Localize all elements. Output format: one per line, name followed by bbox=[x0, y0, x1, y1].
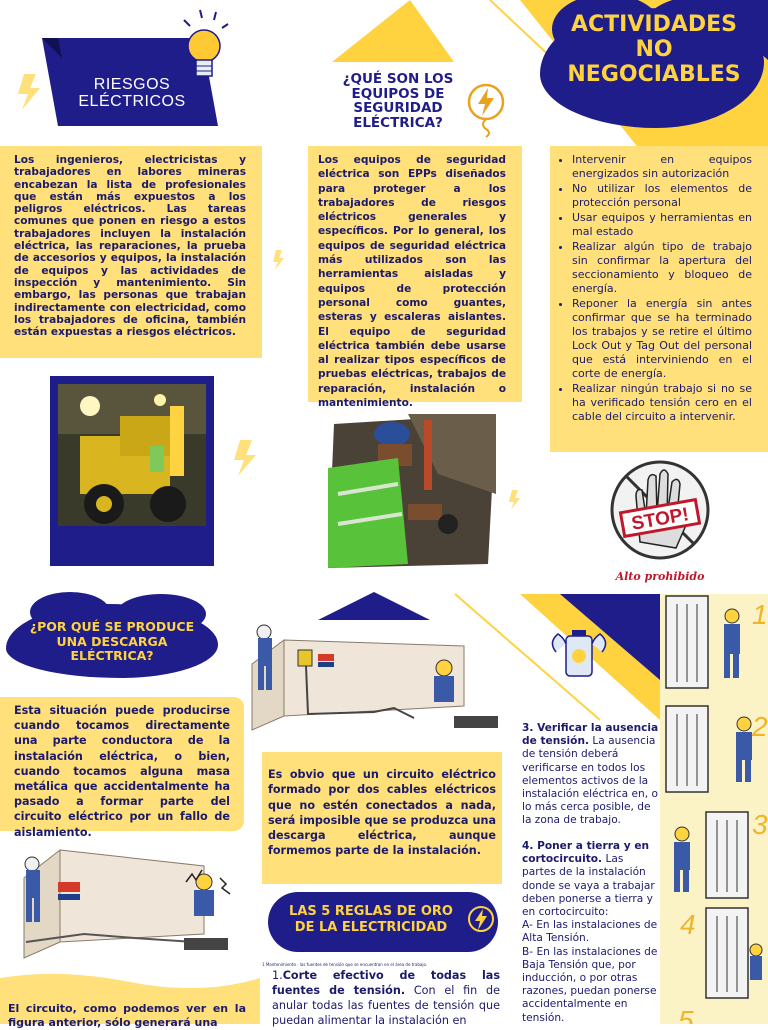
lightbulb-icon bbox=[176, 8, 234, 88]
riesgos-body: Los ingenieros, electricistas y trabajadores en labores mineras encabezan la lista de profesionales que están más expuestos a los peligros eléctricos. Las tareas comunes que ponen en riesgo a estos trabajadores incluyen la instalación eléctrica, las reparaciones, la prueba de accesorios y equipos, la instalación de equipos y las actividades de inspección y mantenimiento. Sin embargo, las personas que trabajan indirectamente con electricidad, como los trabajadores de oficina, también están expuestas a riesgos eléctricos. bbox=[14, 154, 246, 339]
list-item: • Realizar algún tipo de trabajo sin confirmar la apertura del seccionamiento y bloqueo de energía. bbox=[572, 240, 752, 296]
equipos-body: Los equipos de seguridad eléctrica son EPPs diseñados para proteger a los trabajadores de riesgos eléctricos generales y específicos. Por lo general, los equipos de seguridad eléctrica más utilizados son las herramientas aisladas y equipos de protección personal como guantes, esteras y escaleras aislantes. El equipo de seguridad eléctrica también debe usarse al realizar tipos específicos de pruebas eléctricas, trabajos de reparación, instalación o mantenimiento. bbox=[318, 154, 506, 410]
riesgos-title: RIESGOS ELÉCTRICOS bbox=[78, 76, 186, 110]
switchgear-panel-3 bbox=[706, 812, 748, 898]
descarga-title-line: ¿POR QUÉ SE PRODUCE bbox=[29, 619, 195, 634]
equipos-title-line: ELÉCTRICA? bbox=[353, 114, 443, 131]
stop-word: STOP! bbox=[630, 504, 691, 535]
actividades-list bbox=[556, 153, 752, 424]
list-item: • Realizar ningún trabajo si no se ha verificado tensión cero en el cable del circuito a intervenir. bbox=[572, 382, 752, 424]
bolt-icon bbox=[18, 74, 40, 110]
worker-figure bbox=[736, 717, 752, 782]
reglas-tiny-note: 1 Mantenimiento · las fuentes de tensión que se encuentran en el área de trabajo. bbox=[262, 962, 428, 967]
list-item: • Reponer la energía sin antes confirmar que se ha terminado los trabajos y se retire el último Lock Out y Tag Out del personal que está interviniendo en el corte de energía. bbox=[572, 297, 752, 381]
shock-illustration bbox=[14, 838, 244, 966]
equipos-title bbox=[330, 72, 466, 130]
circuito-body: Es obvio que un circuito eléctrico formado por dos cables eléctricos que no estén conectados a nada, será imposible que se produzca una descarga eléctrica, aunque formemos parte de la instalación. bbox=[268, 768, 496, 858]
switchgear-panel-4 bbox=[706, 908, 748, 998]
descarga-title-line: UNA DESCARGA bbox=[56, 633, 168, 649]
step-number-2: 2 bbox=[752, 711, 768, 742]
regla-1 bbox=[272, 968, 500, 1028]
step-number-1: 1 bbox=[752, 599, 768, 630]
reglas-title-line: DE LA ELECTRICIDAD bbox=[294, 920, 448, 935]
list-item: • Usar equipos y herramientas en mal estado bbox=[572, 211, 752, 239]
regla-4-b: B- En las instalaciones de Baja Tensión que, por inducción, o por otras razones, puedan ponerse accidentalmente en tensión. bbox=[522, 945, 658, 1024]
battery-strong-icon bbox=[546, 622, 618, 686]
actividades-title-line: NEGOCIABLES bbox=[567, 62, 741, 87]
regla-1-body: Con el fin de anular todas las fuentes de tensión que puedan alimentar la instalación en bbox=[272, 984, 500, 1027]
regla-1-number: 1. bbox=[272, 969, 283, 982]
circuit-illustration bbox=[244, 620, 516, 742]
regla-3-body: La ausencia de tensión deberá verificarse en todos los elementos activos de la instalación eléctrica en, o lo más cerca posible, de la zona de trabajo. bbox=[522, 735, 658, 827]
equipos-title-line: SEGURIDAD bbox=[353, 100, 443, 116]
regla-4-head: 4. Poner a tierra y en cortocircuito. bbox=[522, 840, 650, 866]
regla-4-a: A- En las instalaciones de Alta Tensión. bbox=[522, 919, 658, 945]
actividades-title bbox=[544, 12, 764, 87]
reglas-title-line: LAS 5 REGLAS DE ORO bbox=[289, 904, 453, 919]
switchgear-panel-2 bbox=[666, 706, 708, 792]
five-rules-illustration-strip bbox=[660, 594, 768, 1024]
step-number-3: 3 bbox=[752, 809, 768, 840]
list-item: • No utilizar los elementos de protección personal bbox=[572, 182, 752, 210]
electric-bolt-circle-icon bbox=[466, 904, 496, 934]
stop-hand-graphic bbox=[600, 456, 720, 588]
reglas-title bbox=[276, 904, 466, 936]
worker-figure bbox=[750, 944, 762, 980]
stop-hand-icon bbox=[600, 456, 720, 566]
descarga-footer: El circuito, como podemos ver en la figura anterior, sólo generará una bbox=[8, 1002, 246, 1029]
regla-1-head: Corte efectivo de todas las fuentes de tensión. bbox=[272, 969, 500, 997]
actividades-list-wrap bbox=[556, 153, 752, 425]
list-item: • Intervenir en equipos energizados sin autorización bbox=[572, 153, 752, 181]
descarga-body: Esta situación puede producirse cuando tocamos directamente una parte conductora de la instalación eléctrica, o bien, cuando tocamos alguna masa metálica que accidentalmente ha pasado a formar parte del circuito eléctrico por un fallo de aislamiento. bbox=[14, 704, 230, 839]
regla-4-body: Las partes de la instalación donde se vaya a trabajar deben ponerse a tierra y en cortocircuito: bbox=[522, 853, 655, 919]
worker-ppe-photo bbox=[328, 414, 496, 568]
regla-3 bbox=[522, 722, 660, 828]
worker-figure bbox=[724, 609, 740, 678]
step-number-4: 4 bbox=[680, 909, 696, 940]
worker-figure bbox=[674, 827, 690, 892]
equipos-title-line: ¿QUÉ SON LOS bbox=[342, 71, 454, 87]
actividades-title-line: ACTIVIDADES bbox=[571, 12, 737, 37]
regla-3-head: 3. Verificar la ausencia de tensión. bbox=[522, 722, 659, 748]
regla-4 bbox=[522, 840, 660, 1025]
mining-machine-photo bbox=[50, 376, 214, 566]
equipos-title-line: EQUIPOS DE bbox=[351, 85, 445, 102]
switchgear-panel-1 bbox=[666, 596, 708, 688]
stop-caption: Alto prohibido bbox=[615, 570, 705, 583]
descarga-title-line: ELÉCTRICA? bbox=[70, 648, 154, 663]
step-number-5: 5 bbox=[678, 1005, 694, 1024]
electric-bolt-circle-icon bbox=[464, 80, 508, 138]
descarga-title bbox=[12, 620, 212, 664]
actividades-title-line: NO bbox=[635, 37, 673, 62]
